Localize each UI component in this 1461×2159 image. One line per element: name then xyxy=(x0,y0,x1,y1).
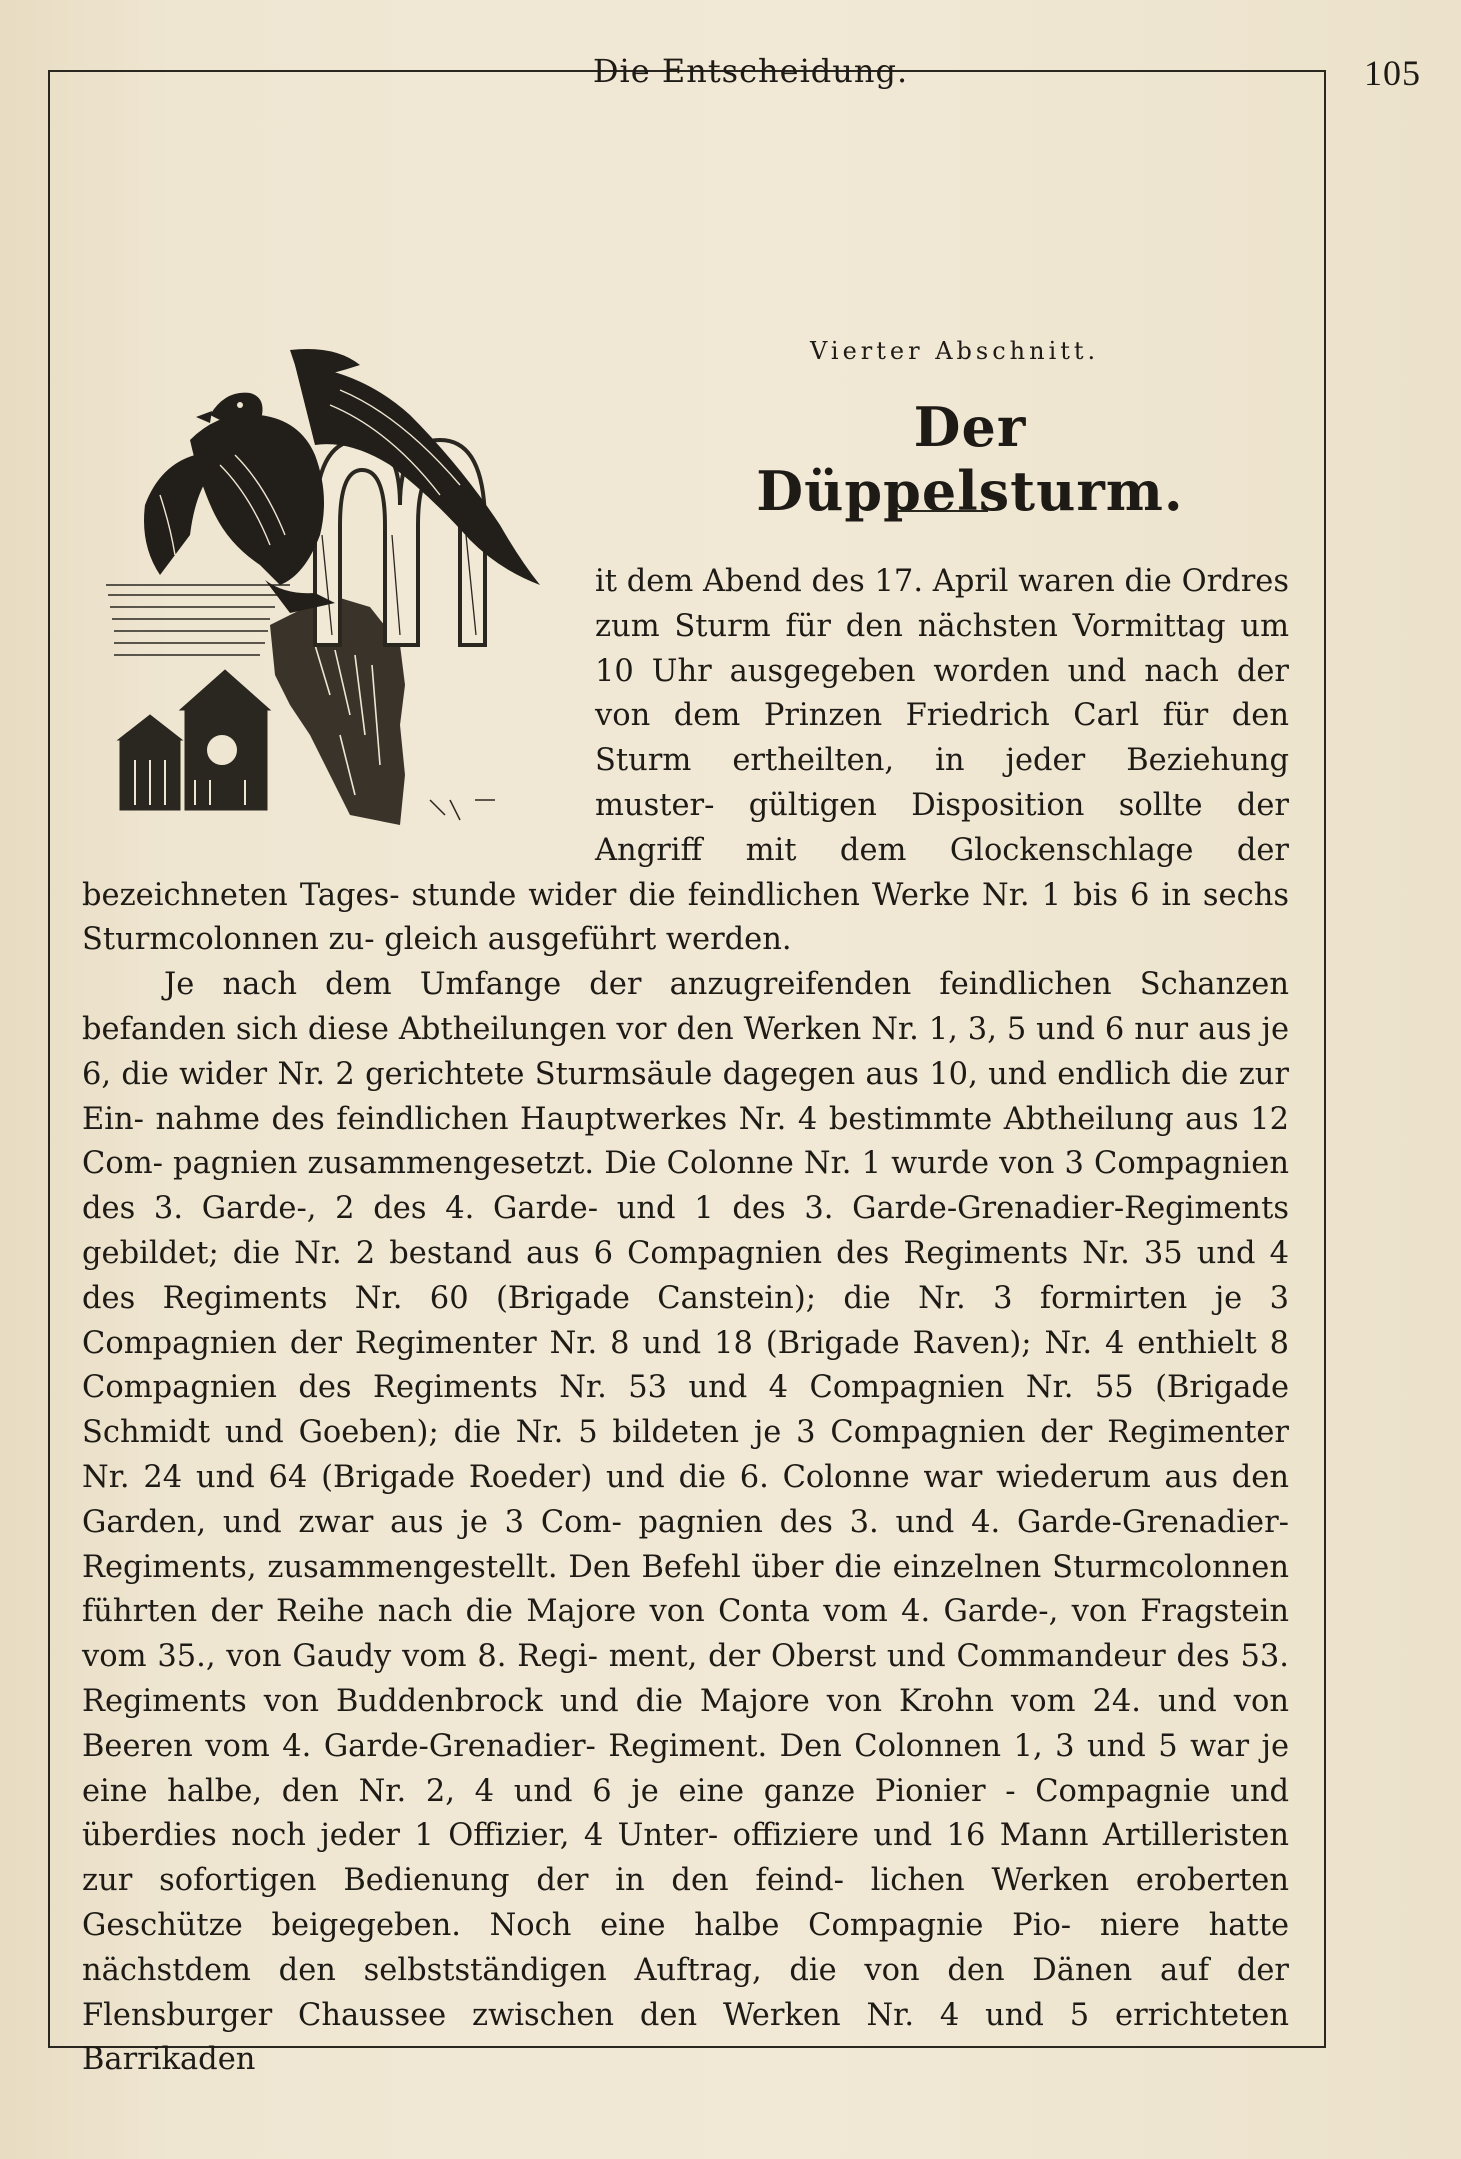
paragraph-2: Je nach dem Umfange der anzugreifenden feindlichen Schanzen befanden sich diese Abtheilungen vor den Werken Nr. 1, 3, 5 und 6 nur aus je 6, die wider Nr. 2 gerichtete Sturmsäule dagegen aus 10, und endlich die zur Ein- nahme des feindlichen Hauptwerkes Nr. 4 bestimmte Abtheilung aus 12 Com- pagnien zusammengesetzt. Die Colonne Nr. 1 wurde von 3 Compagnien des 3. Garde-, 2 des 4. Garde- und 1 des 3. Garde-Grenadier-Regiments gebildet; die Nr. 2 bestand aus 6 Compagnien des Regiments Nr. 35 und 4 des Regiments Nr. 60 (Brigade Canstein); die Nr. 3 formirten je 3 Compagnien der Regimenter Nr. 8 und 18 (Brigade Raven); Nr. 4 enthielt 8 Compagnien des Regiments Nr. 53 und 4 Compagnien Nr. 55 (Brigade Schmidt und Goeben); die Nr. 5 bildeten je 3 Compagnien der Regimenter Nr. 24 und 64 (Brigade Roeder) und die 6. Colonne war wiederum aus den Garden, und zwar aus je 3 Com- pagnien des 3. und 4. Garde-Grenadier-Regiments, zusammengestellt. Den Befehl über die einzelnen Sturmcolonnen führten der Reihe nach die Majore von Conta vom 4. Garde-, von Fragstein vom 35., von Gaudy vom 8. Regi- ment, der Oberst und Commandeur des 53. Regiments von Buddenbrock und die Majore von Krohn vom 24. und von Beeren vom 4. Garde-Grenadier- Regiment. Den Colonnen 1, 3 und 5 war je eine halbe, den Nr. 2, 4 und 6 je eine ganze Pionier - Compagnie und überdies noch jeder 1 Offizier, 4 Unter- offiziere und 16 Mann Artilleristen zur sofortigen Bedienung der in den feind- lichen Werken eroberten Geschütze beigegeben. Noch eine halbe Compagnie Pio- niere hatte nächstdem den selbstständigen Auftrag, die von den Dänen auf der Flensburger Chaussee zwischen den Werken Nr. 4 und 5 errichteten Barrikaden xyxy=(82,967,1289,2078)
section-label: Vierter Abschnitt. xyxy=(810,337,1100,365)
title-divider xyxy=(896,510,988,512)
page-header xyxy=(80,52,1421,102)
chapter-title: Der Düppelsturm. xyxy=(756,395,1184,523)
running-title: Die Entscheidung. xyxy=(592,52,909,90)
page-number: 105 xyxy=(1364,53,1421,93)
body-text xyxy=(82,560,1289,2083)
paragraph-1: it dem Abend des 17. April waren die Ordres zum Sturm für den nächsten Vormittag um 10 Uhr ausgegeben worden und nach der von dem Prinzen Friedrich Carl für den Sturm ertheilten, in jeder Beziehung muster- gültigen Disposition sollte der Angriff mit dem Glockenschlage der bezeichneten Tages- stunde wider die feindlichen Werke Nr. 1 bis 6 in sechs Sturmcolonnen zu- gleich ausgeführt werden. xyxy=(82,564,1289,958)
initial-float-space xyxy=(82,560,595,873)
